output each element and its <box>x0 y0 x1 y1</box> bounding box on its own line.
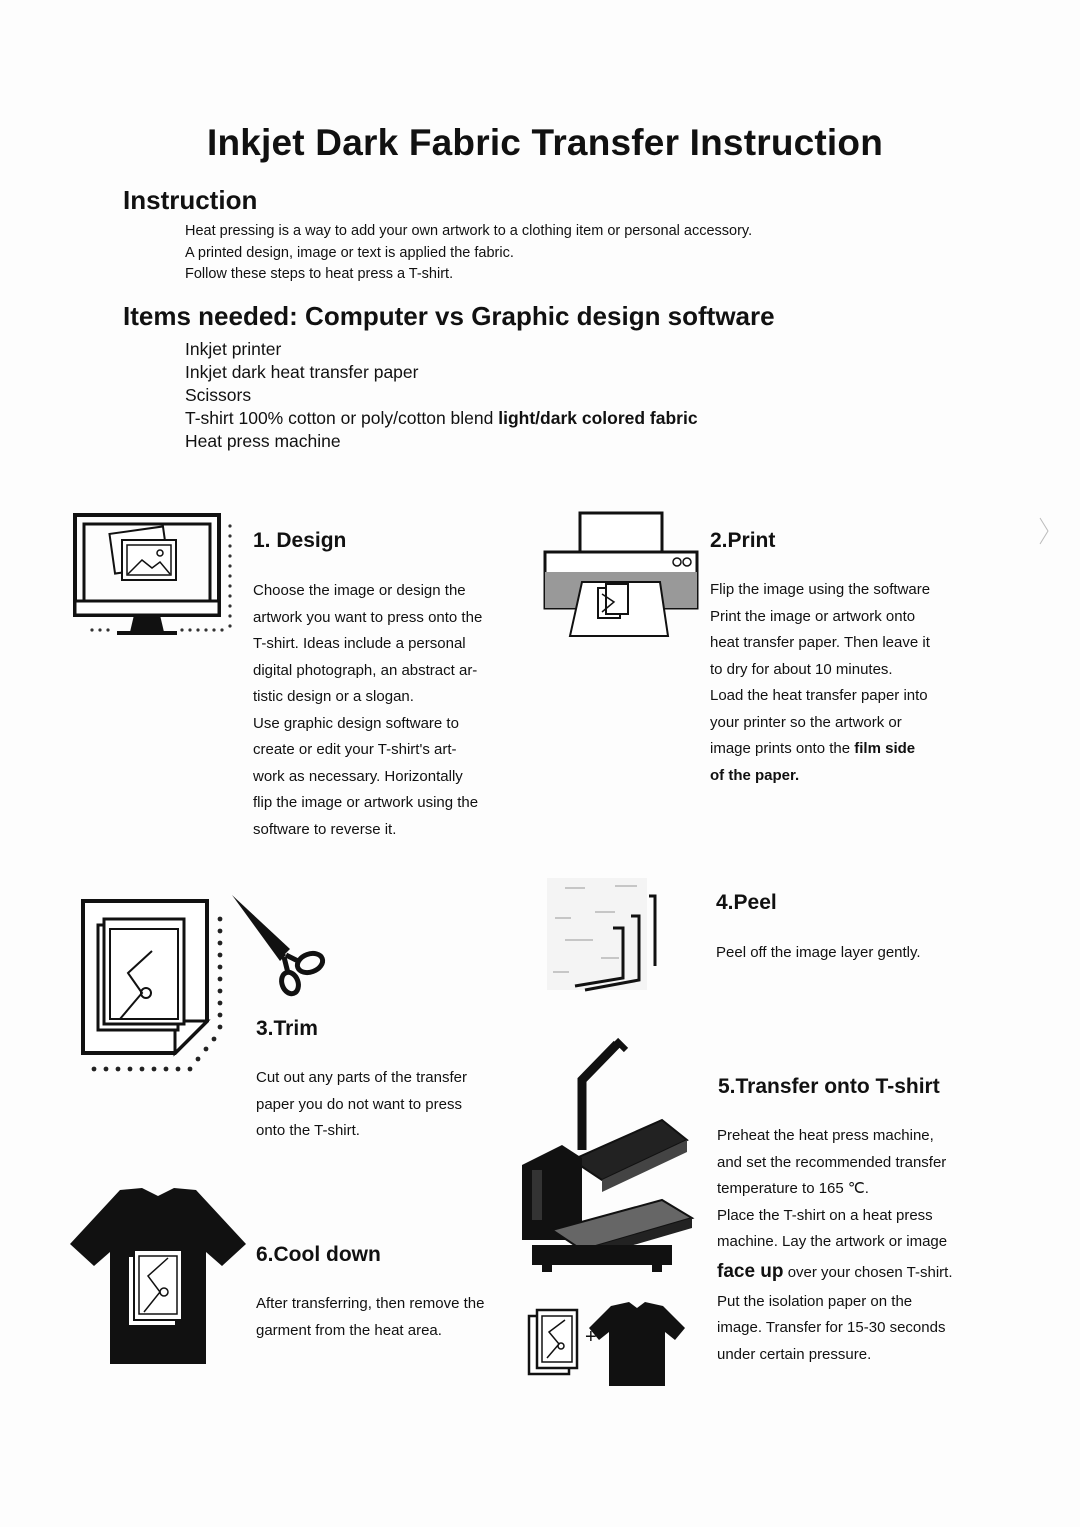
step-line <box>717 1256 1007 1289</box>
step-line: heat transfer paper. Then leave it <box>710 634 930 651</box>
step-line: image. Transfer for 15-30 seconds <box>717 1319 946 1336</box>
step-peel-title: 4.Peel <box>716 891 777 914</box>
step-line: Load the heat transfer paper into <box>710 687 928 704</box>
step-line: Flip the image using the software <box>710 581 931 598</box>
step-print-title: 2.Print <box>710 529 776 552</box>
list-item-bold: light/dark colored fabric <box>498 408 698 428</box>
instruction-line: A printed design, image or text is applied the fabric. <box>185 244 514 261</box>
step-line: under certain pressure. <box>717 1345 872 1363</box>
step-line: Place the T-shirt on a heat press <box>717 1206 933 1224</box>
step-trim-body <box>256 1065 506 1145</box>
instruction-line: Follow these steps to heat press a T-shirt. <box>185 266 454 282</box>
step-cool-title: 6.Cool down <box>256 1243 381 1266</box>
step-line: software to reverse it. <box>253 820 397 838</box>
scissors-icon <box>228 893 328 998</box>
step-line: work as necessary. Horizontally <box>253 767 463 785</box>
step-line: onto the T-shirt. <box>256 1122 360 1139</box>
instruction-heading: Instruction <box>123 185 258 215</box>
step-line <box>710 736 980 763</box>
step-line: temperature to 165 ℃. <box>717 1180 869 1197</box>
step-line: Use graphic design software to <box>253 714 459 732</box>
step-line: digital photograph, an abstract ar- <box>253 661 478 679</box>
step-line-bold: of the paper. <box>710 766 800 784</box>
step-line: create or edit your T-shirt's art- <box>253 741 457 758</box>
step-cool-body <box>256 1291 516 1344</box>
step-line-text: over your chosen T-shirt. <box>783 1263 953 1281</box>
step-line: Choose the image or design the <box>253 582 466 599</box>
page-title: Inkjet Dark Fabric Transfer Instruction <box>206 122 884 163</box>
step-line: artwork you want to press onto the <box>253 608 483 626</box>
step-transfer-title: 5.Transfer onto T-shirt <box>718 1075 940 1098</box>
list-item-text: T-shirt 100% cotton or poly/cotton blend <box>185 408 499 428</box>
list-item: Heat press machine <box>185 431 341 451</box>
scan-mark-icon <box>1038 516 1052 546</box>
step-line: Peel off the image layer gently. <box>716 944 921 961</box>
list-item: Scissors <box>185 385 252 405</box>
peel-sheets-icon <box>545 868 665 993</box>
tshirt-icon <box>68 1186 248 1366</box>
step-line: Preheat the heat press machine, <box>717 1127 934 1144</box>
step-line: your printer so the artwork or <box>710 713 902 731</box>
face-up-bold: face up <box>717 1260 784 1282</box>
step-print-body <box>710 577 980 789</box>
step-line: T-shirt. Ideas include a personal <box>253 635 466 652</box>
list-item: Inkjet dark heat transfer paper <box>185 362 419 382</box>
heat-press-icon <box>512 1040 697 1280</box>
step-design-body <box>253 578 523 843</box>
step-line: Put the isolation paper on the <box>717 1292 913 1310</box>
step-line: tistic design or a slogan. <box>253 688 414 705</box>
step-design-title: 1. Design <box>253 529 347 552</box>
list-item: Inkjet printer <box>185 339 282 359</box>
step-line: paper you do not want to press <box>256 1095 462 1113</box>
step-line: Print the image or artwork onto <box>710 607 916 625</box>
step-transfer-body <box>717 1123 1007 1368</box>
step-line: flip the image or artwork using the <box>253 794 479 811</box>
items-needed-heading: Items needed: Computer vs Graphic design software <box>123 301 775 331</box>
plus-sign: + <box>585 1326 597 1348</box>
printer-icon <box>542 510 702 640</box>
step-line: to dry for about 10 minutes. <box>710 660 893 678</box>
step-line-bold: film side <box>854 740 916 757</box>
paper-plus-tshirt-icon <box>525 1300 690 1390</box>
step-line: and set the recommended transfer <box>717 1153 947 1171</box>
step-trim-title: 3.Trim <box>256 1017 318 1040</box>
step-line: Cut out any parts of the transfer <box>256 1069 467 1086</box>
step-peel-body <box>716 940 996 967</box>
list-item <box>185 407 698 430</box>
monitor-icon <box>72 512 242 637</box>
instruction-text <box>185 221 752 286</box>
step-line-text: image prints onto the <box>710 740 855 757</box>
items-list <box>185 338 698 453</box>
instruction-line: Heat pressing is a way to add your own artwork to a clothing item or personal accessory. <box>185 223 753 239</box>
step-line: machine. Lay the artwork or image <box>717 1233 948 1250</box>
step-line: After transferring, then remove the <box>256 1295 485 1312</box>
step-line <box>710 763 980 790</box>
step-line: garment from the heat area. <box>256 1321 442 1339</box>
